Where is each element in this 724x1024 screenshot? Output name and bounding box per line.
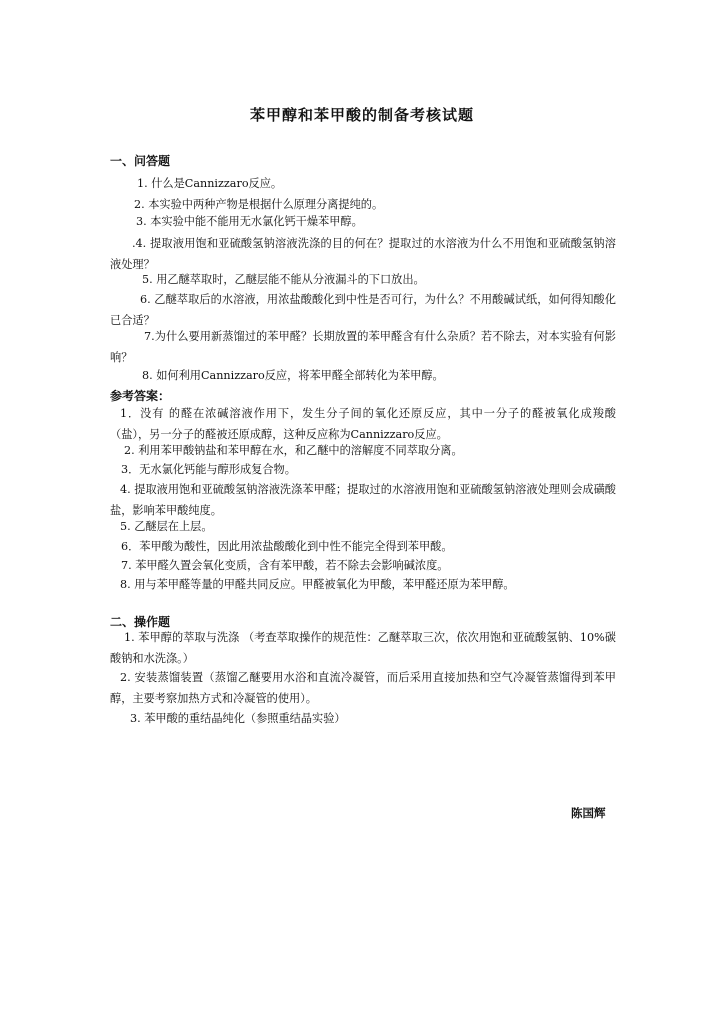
- answer-5: 5. 乙醚层在上层。: [120, 520, 213, 533]
- question-5: 5. 用乙醚萃取时，乙醚层能不能从分液漏斗的下口放出。: [142, 273, 425, 286]
- answer-3: 3．无水氯化钙能与醇形成复合物。: [121, 463, 296, 476]
- question-3: 3. 本实验中能不能用无水氯化钙干燥苯甲醇。: [136, 215, 363, 228]
- question-4: .4. 提取液用饱和亚硫酸氢钠溶液洗涤的目的何在？提取过的水溶液为什么不用饱和亚硫酸氢钠溶液处理？: [110, 237, 616, 271]
- answer-2: 2. 利用苯甲酸钠盐和苯甲醇在水，和乙醚中的溶解度不同萃取分离。: [124, 444, 463, 457]
- question-1: 1. 什么是Cannizzaro反应。: [137, 177, 283, 190]
- question-6: 6. 乙醚萃取后的水溶液，用浓盐酸酸化到中性是否可行，为什么？不用酸碱试纸，如何得知酸化已合适？: [110, 293, 616, 327]
- author-name: 陈国辉: [571, 806, 606, 820]
- operation-2: 2. 安装蒸馏装置（蒸馏乙醚要用水浴和直流冷凝管，而后采用直接加热和空气冷凝管蒸馏得到苯甲醇，主要考察加热方式和冷凝管的使用）。: [110, 671, 616, 705]
- question-7: 7.为什么要用新蒸馏过的苯甲醛？长期放置的苯甲醛含有什么杂质？若不除去，对本实验有何影响？: [110, 330, 616, 364]
- question-8: 8. 如何利用Cannizzaro反应，将苯甲醛全部转化为苯甲醇。: [142, 369, 444, 382]
- answer-4: 4. 提取液用饱和亚硫酸氢钠溶液洗涤苯甲醛；提取过的水溶液用饱和亚硫酸氢钠溶液处理则会成磺酸盐，影响苯甲酸纯度。: [110, 483, 616, 517]
- section-ops-heading: 二、操作题: [110, 615, 171, 629]
- answer-7: 7. 苯甲醛久置会氧化变质，含有苯甲酸，若不除去会影响碱浓度。: [121, 559, 449, 572]
- question-2: 2. 本实验中两种产物是根据什么原理分离提纯的。: [134, 198, 384, 211]
- page-title: 苯甲醇和苯甲酸的制备考核试题: [249, 106, 474, 124]
- answer-8: 8. 用与苯甲醛等量的甲醛共同反应。甲醛被氧化为甲酸，苯甲醛还原为苯甲醇。: [120, 578, 515, 591]
- operation-3: 3. 苯甲酸的重结晶纯化（参照重结晶实验）: [130, 712, 346, 725]
- operation-1: 1. 苯甲醇的萃取与洗涤 （考查萃取操作的规范性：乙醚萃取三次，依次用饱和亚硫酸氢钠、10%碳酸钠和水洗涤。）: [110, 631, 616, 665]
- answers-heading: 参考答案：: [110, 389, 171, 403]
- answer-6: 6．苯甲酸为酸性，因此用浓盐酸酸化到中性不能完全得到苯甲酸。: [121, 540, 453, 553]
- answer-1: 1．没有 的醛在浓碱溶液作用下，发生分子间的氧化还原反应，其中一分子的醛被氧化成羧酸（盐），另一分子的醛被还原成醇，这种反应称为Cannizzaro反应。: [110, 407, 616, 441]
- section-qa-heading: 一、问答题: [110, 154, 171, 168]
